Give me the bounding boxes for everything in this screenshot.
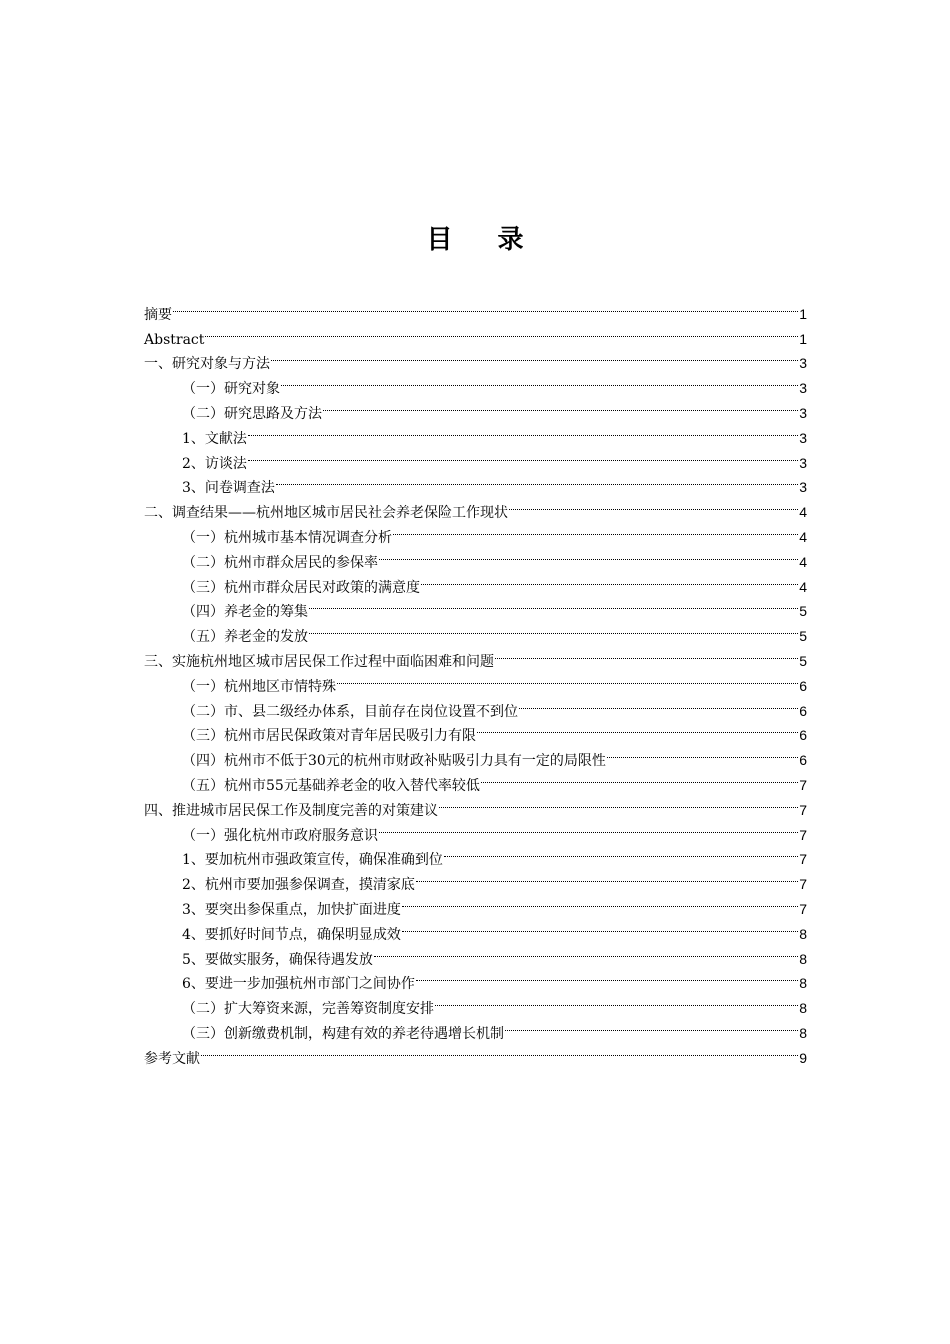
- dot-leader: [421, 567, 798, 592]
- dot-leader: [271, 344, 798, 369]
- toc-entry-title: 参考文献: [144, 1050, 200, 1067]
- dot-leader: [173, 294, 798, 319]
- dot-leader: [481, 765, 798, 790]
- dot-leader: [416, 864, 798, 889]
- dot-leader: [201, 1038, 798, 1063]
- toc-page-number: 6: [799, 727, 807, 744]
- dot-leader: [416, 964, 798, 989]
- toc-entry-title: （一）杭州地区市情特殊: [182, 678, 336, 695]
- dot-leader: [276, 468, 798, 493]
- dot-leader: [439, 790, 798, 815]
- dot-leader: [337, 666, 798, 691]
- dot-leader: [309, 616, 798, 641]
- toc-entry-title: （一）强化杭州市政府服务意识: [182, 827, 378, 844]
- toc-page-number: 9: [799, 1049, 807, 1066]
- toc-entry-title: （二）研究思路及方法: [182, 405, 322, 422]
- toc-entry[interactable]: [144, 319, 807, 348]
- dot-leader: [374, 939, 798, 964]
- dot-leader: [607, 740, 798, 765]
- toc-entry-title: 摘要: [144, 306, 172, 323]
- toc-entry-title: （四）养老金的筹集: [182, 604, 308, 621]
- toc-entry-title: 1、文献法: [182, 430, 247, 447]
- dot-leader: [477, 716, 798, 741]
- dot-leader: [519, 691, 798, 716]
- toc-page-number: 8: [799, 925, 807, 942]
- toc-entry-title: （五）养老金的发放: [182, 629, 308, 646]
- toc-entry[interactable]: [144, 344, 807, 373]
- toc-page-number: 4: [799, 504, 807, 521]
- toc-entry-title: 4、要抓好时间节点，确保明显成效: [182, 926, 401, 943]
- dot-leader: [444, 840, 798, 865]
- toc-page-number: 4: [799, 578, 807, 595]
- toc-page-number: 5: [799, 652, 807, 669]
- toc-page-number: 4: [799, 528, 807, 545]
- toc-entry-title: （二）扩大筹资来源，完善筹资制度安排: [182, 1001, 434, 1018]
- dot-leader: [435, 988, 798, 1013]
- toc-page-number: 6: [799, 702, 807, 719]
- dot-leader: [309, 592, 798, 617]
- toc-page-number: 7: [799, 776, 807, 793]
- toc-page-number: 8: [799, 1024, 807, 1041]
- toc-page-number: 7: [799, 851, 807, 868]
- toc-page-number: 3: [799, 454, 807, 471]
- toc-page-number: 3: [799, 355, 807, 372]
- toc-entry-title: 四、推进城市居民保工作及制度完善的对策建议: [144, 802, 438, 819]
- toc-page-number: 8: [799, 1000, 807, 1017]
- toc-entry-title: 2、访谈法: [182, 455, 247, 472]
- table-of-contents: [144, 294, 807, 1067]
- dot-leader: [402, 889, 798, 914]
- toc-entry-title: Abstract: [144, 331, 205, 348]
- toc-entry-title: （一）研究对象: [182, 381, 280, 398]
- dot-leader: [509, 492, 798, 517]
- toc-page-number: 3: [799, 380, 807, 397]
- toc-entry-title: 5、要做实服务，确保待遇发放: [182, 951, 373, 968]
- toc-entry-title: 1、要加杭州市强政策宣传，确保准确到位: [182, 852, 443, 869]
- toc-page-number: 8: [799, 950, 807, 967]
- toc-page-number: 8: [799, 975, 807, 992]
- dot-leader: [248, 418, 798, 443]
- toc-entry-title: （三）杭州市居民保政策对青年居民吸引力有限: [182, 728, 476, 745]
- dot-leader: [379, 815, 798, 840]
- toc-entry-title: 三、实施杭州地区城市居民保工作过程中面临困难和问题: [144, 653, 494, 670]
- toc-entry-title: 一、研究对象与方法: [144, 356, 270, 373]
- toc-page-number: 4: [799, 553, 807, 570]
- toc-page-number: 6: [799, 677, 807, 694]
- toc-page-number: 3: [799, 429, 807, 446]
- toc-page-number: 1: [799, 330, 807, 347]
- dot-leader: [323, 393, 798, 418]
- toc-page-number: 7: [799, 876, 807, 893]
- toc-page-number: 3: [799, 404, 807, 421]
- toc-entry[interactable]: [144, 1038, 807, 1067]
- dot-leader: [205, 319, 798, 344]
- dot-leader: [495, 641, 798, 666]
- toc-entry-title: 二、调查结果——杭州地区城市居民社会养老保险工作现状: [144, 505, 508, 522]
- page-title: 目 录: [426, 225, 542, 255]
- toc-entry-title: （三）创新缴费机制，构建有效的养老待遇增长机制: [182, 1025, 504, 1042]
- toc-page-number: 7: [799, 900, 807, 917]
- toc-entry-title: （五）杭州市55元基础养老金的收入替代率较低: [182, 777, 480, 794]
- toc-page-number: 1: [799, 305, 807, 322]
- toc-entry[interactable]: [144, 294, 807, 323]
- toc-page-number: 6: [799, 752, 807, 769]
- dot-leader: [402, 914, 798, 939]
- toc-page-number: 7: [799, 801, 807, 818]
- toc-page-number: 5: [799, 603, 807, 620]
- toc-entry-title: 3、要突出参保重点，加快扩面进度: [182, 901, 401, 918]
- toc-entry-title: 3、问卷调查法: [182, 480, 275, 497]
- toc-entry-title: （四）杭州市不低于30元的杭州市财政补贴吸引力具有一定的局限性: [182, 753, 606, 770]
- dot-leader: [505, 1013, 798, 1038]
- toc-entry-title: 2、杭州市要加强参保调查，摸清家底: [182, 877, 415, 894]
- toc-entry-title: （三）杭州市群众居民对政策的满意度: [182, 579, 420, 596]
- dot-leader: [281, 368, 798, 393]
- dot-leader: [393, 517, 798, 542]
- dot-leader: [379, 542, 798, 567]
- toc-page-number: 7: [799, 826, 807, 843]
- toc-entry-title: 6、要进一步加强杭州市部门之间协作: [182, 976, 415, 993]
- dot-leader: [248, 443, 798, 468]
- toc-entry-title: （二）杭州市群众居民的参保率: [182, 554, 378, 571]
- toc-entry-title: （一）杭州城市基本情况调查分析: [182, 529, 392, 546]
- toc-page-number: 5: [799, 628, 807, 645]
- toc-entry-title: （二）市、县二级经办体系，目前存在岗位设置不到位: [182, 703, 518, 720]
- toc-page-number: 3: [799, 479, 807, 496]
